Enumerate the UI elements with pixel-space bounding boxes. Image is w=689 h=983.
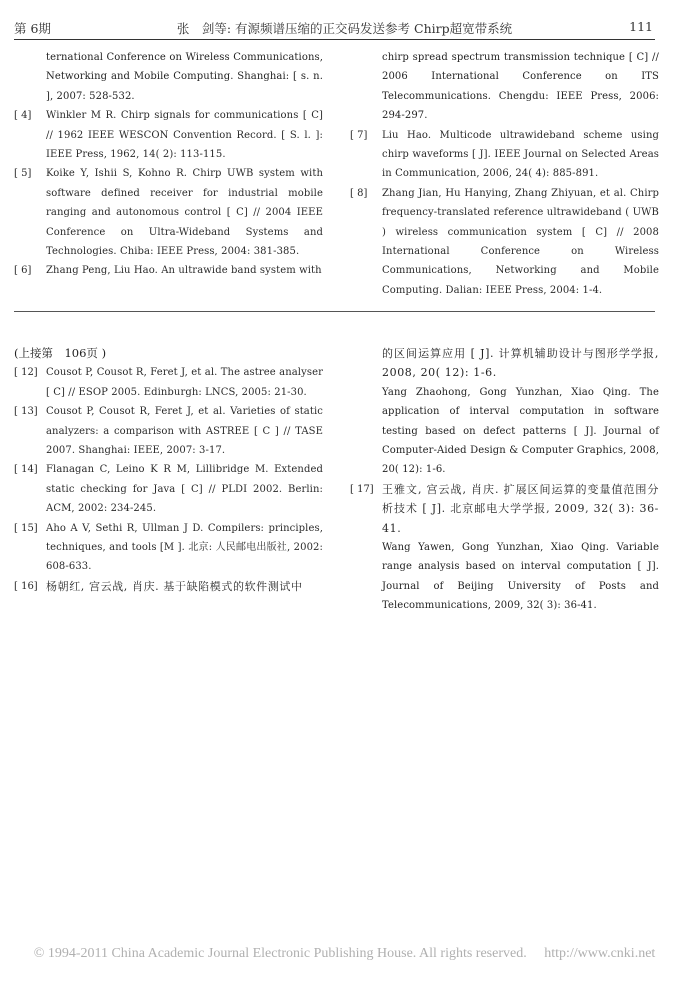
reference-number: [ 17]: [350, 483, 374, 495]
reference-item: [14, 164, 323, 261]
reference-text-en: Wang Yawen, Gong Yunzhan, Xiao Qing. Variable range analysis based on interval computation [ J]. Journal of Beijing University of Posts and Telecommunications, 2009, 32( 3): 36-41.: [382, 542, 659, 612]
reference-text: Cousot P, Cousot R, Feret J, et al. Varieties of static analyzers: a comparison with ASTREE [ C ] // TASE 2007. Shanghai: IEEE, 2007: 3-17.: [46, 406, 323, 457]
reference-text: Aho A V, Sethi R, Ullman J D. Compilers: principles, techniques, and tools [M ]. 北京: 人民邮电出版社, 2002: 608-633.: [46, 522, 323, 573]
reference-item: [14, 519, 323, 577]
reference-number: [ 13]: [14, 406, 38, 418]
reference-item: [14, 363, 323, 402]
reference-number: [ 7]: [350, 129, 368, 141]
references-top-left: [14, 48, 323, 281]
reference-number: [ 14]: [14, 464, 38, 476]
reference-continuation: ternational Conference on Wireless Communications, Networking and Mobile Computing. Shanghai: [ s. n. ], 2007: 528-532.: [46, 52, 323, 102]
reference-continuation: chirp spread spectrum transmission technique [ C] // 2006 International Conference on ITS Telecommunications. Chengdu: IEEE Press, 2006: 294-297.: [382, 52, 659, 122]
reference-continuation-en: Yang Zhaohong, Gong Yunzhan, Xiao Qing. The application of interval computation in software testing based on defect patterns [ J]. Journal of Computer-Aided Design & Computer Graphics, 2008, 20( 12): 1-6.: [382, 386, 659, 476]
running-title: 张 剑等: 有源频谱压缩的正交码发送参考 Chirp超宽带系统: [176, 21, 513, 36]
reference-text: 杨朝红, 宫云战, 肖庆. 基于缺陷模式的软件测试中: [46, 579, 303, 593]
reference-text: Koike Y, Ishii S, Kohno R. Chirp UWB system with software defined receiver for industrial mobile ranging and autonomous control [ C] // 2004 IEEE Conference on Ultra-Wideband Systems and Technologies. Chiba: IEEE Press, 2004: 381-385.: [46, 168, 323, 258]
reference-item: [14, 577, 323, 596]
reference-number: [ 12]: [14, 367, 38, 379]
reference-text-cn: 王雅文, 宫云战, 肖庆. 扩展区间运算的变量值范围分析技术 [ J]. 北京邮电大学学报, 2009, 32( 3): 36-41.: [382, 482, 659, 535]
reference-text: Liu Hao. Multicode ultrawideband scheme using chirp waveforms [ J]. IEEE Journal on Selected Areas in Communication, 2006, 24( 4): 885-891.: [382, 129, 659, 180]
reference-text: Zhang Jian, Hu Hanying, Zhang Zhiyuan, et al. Chirp frequency-translated reference ultrawideband ( UWB ) wireless communication system [ C] // 2008 International Conference on Wireless Communications, Networking and Mobile Computing. Dalian: IEEE Press, 2004: 1-4.: [382, 187, 659, 296]
reference-item: [350, 480, 659, 538]
page-number: 111: [629, 19, 653, 34]
reference-continuation-cn: 的区间运算应用 [ J]. 计算机辅助设计与图形学学报, 2008, 20( 12): 1-6.: [382, 347, 659, 380]
section-divider: [14, 311, 655, 312]
reference-text: Flanagan C, Leino K R M, Lillibridge M. Extended static checking for Java [ C] // PLDI 2002. Berlin: ACM, 2002: 234-245.: [46, 464, 323, 515]
copyright-footer: © 1994-2011 China Academic Journal Electronic Publishing House. All rights reserved. http://www.cnki.net: [33, 946, 656, 961]
issue-label: 第 6期: [14, 21, 51, 36]
reference-item: [14, 460, 323, 518]
reference-number: [ 6]: [14, 265, 32, 277]
reference-item: [14, 106, 323, 164]
reference-item: [350, 126, 659, 184]
reference-item: [350, 184, 659, 300]
references-bottom-right: [350, 344, 659, 616]
reference-number: [ 4]: [14, 110, 32, 122]
reference-text: Winkler M R. Chirp signals for communications [ C] // 1962 IEEE WESCON Convention Record. [ S. l. ]: IEEE Press, 1962, 14( 2): 113-115.: [46, 110, 323, 161]
reference-number: [ 16]: [14, 580, 38, 592]
reference-text: Zhang Peng, Liu Hao. An ultrawide band system with: [46, 265, 322, 277]
header-divider: [14, 39, 655, 40]
reference-item: [14, 402, 323, 460]
references-top-right: [350, 48, 659, 300]
reference-number: [ 5]: [14, 168, 32, 180]
continued-from-label: (上接第 106页 ): [14, 346, 107, 360]
references-bottom-left: [14, 344, 323, 596]
reference-number: [ 8]: [350, 187, 368, 199]
reference-number: [ 15]: [14, 522, 38, 534]
reference-item: [14, 261, 323, 280]
reference-text: Cousot P, Cousot R, Feret J, et al. The astree analyser [ C] // ESOP 2005. Edinburgh: LNCS, 2005: 21-30.: [46, 367, 323, 398]
